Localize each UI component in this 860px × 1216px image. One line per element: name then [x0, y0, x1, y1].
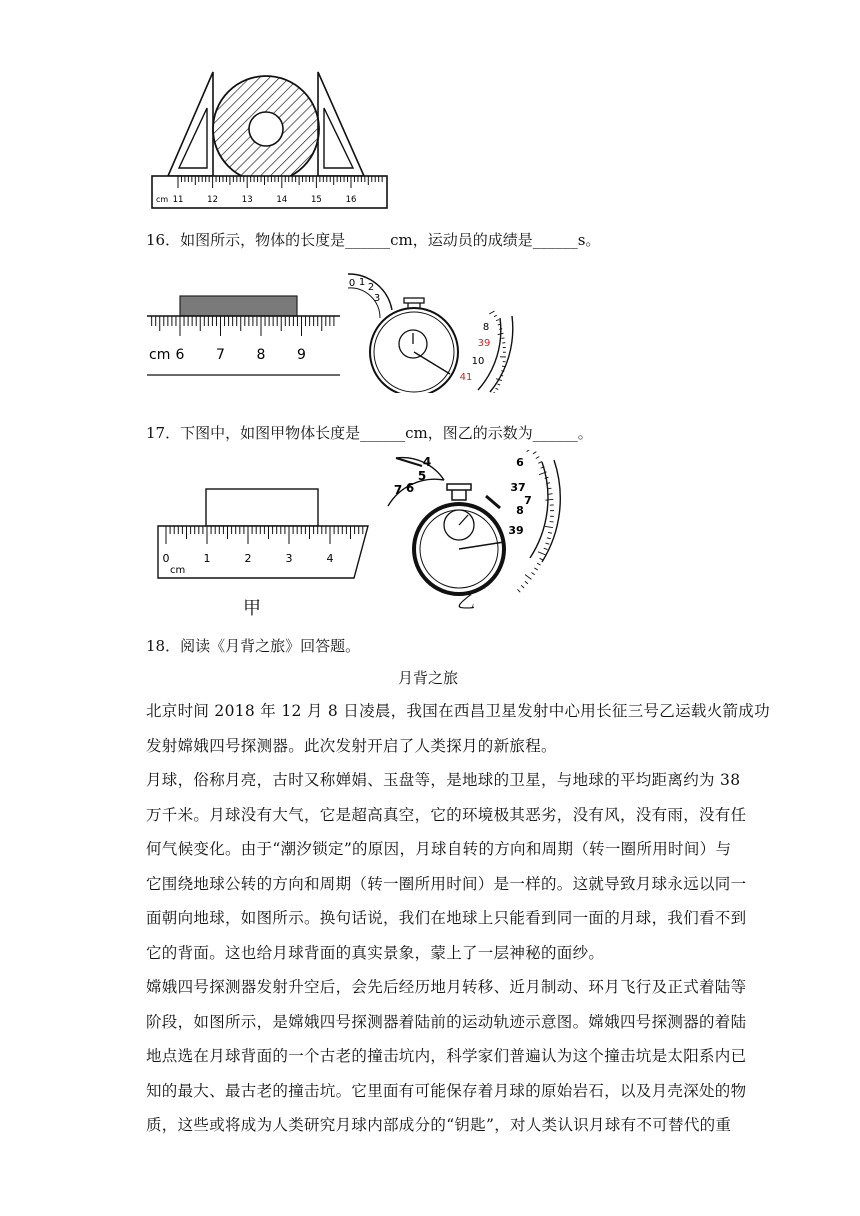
q16-ruler-figure: [145, 290, 345, 382]
ruler-tick: [499, 329, 502, 330]
ruler-tick: [545, 477, 549, 478]
article-line: 月球，俗称月亮，古时又称婵娟、玉盘等，是地球的卫星，与地球的平均距离约为 38: [146, 771, 741, 789]
question-17: [146, 423, 593, 443]
q17-small-dial-number: 7: [393, 483, 403, 497]
ruler-tick: [496, 388, 499, 389]
ruler-tick: [548, 532, 552, 533]
q17-small-dial-number: 4: [422, 455, 432, 469]
ruler-tick: [496, 320, 499, 321]
q16-small-dial-number: 0: [348, 278, 356, 289]
article-line: 质，这些或将成为人类研究月球内部成分的“钥匙”，对人类认识月球有不可替代的重: [146, 1116, 732, 1134]
question-17-number: 17．: [146, 424, 181, 442]
ruler-tick: [547, 538, 551, 539]
q17-stopwatch-figure: [382, 450, 562, 600]
q16-large-dial-number: 39: [477, 338, 491, 349]
q16-large-dial-number: 41: [459, 372, 473, 383]
q17-large-dial-number: 39: [508, 524, 524, 537]
ruler-tick: [525, 575, 531, 580]
article-line: 阶段，如图所示，是嫦娥四号探测器着陆前的运动轨迹示意图。嫦娥四号探测器的着陆: [146, 1012, 747, 1031]
top-ruler-tick-label: 16: [345, 195, 357, 205]
article-title: 月背之旅: [398, 669, 459, 687]
article-line: 面朝向地球，如图所示。换句话说，我们在地球上只能看到同一面的月球，我们看不到: [146, 909, 747, 927]
q16-ruler-tick-label: 6: [175, 347, 185, 363]
ruler-tick: [527, 450, 534, 452]
article-line: 它围绕地球公转的方向和周期（转一圈所用时间）是一样的。这就导致月球永远以同一: [146, 874, 747, 893]
q17-caption-b: 乙: [457, 592, 475, 613]
q17-ruler-figure: [154, 486, 376, 582]
q16-large-dial-number: 10: [471, 356, 485, 367]
ruler-tick: [502, 338, 505, 339]
q16-small-dial-number: 1: [358, 277, 366, 288]
article-line: 何气候变化。由于“潮汐锁定”的原因，月球自转的方向和周期（转一圈所用时间）与: [146, 840, 732, 858]
article-body: [146, 694, 770, 1143]
question-17-text: 下图中，如图甲物体长度是______cm，图乙的示数为______。: [180, 424, 593, 442]
q17-object-block: [206, 489, 318, 526]
ruler-tick: [538, 552, 545, 555]
q17-ruler-tick-label: 1: [203, 552, 211, 565]
question-16: [146, 230, 600, 250]
q17-ruler-tick-label: 2: [244, 552, 252, 565]
ruler-tick: [537, 563, 541, 565]
ring-ruler-figure: [150, 68, 400, 213]
ruler-tick: [534, 568, 537, 570]
q16-ruler-tick-label: 9: [297, 347, 306, 363]
ruler-tick: [544, 548, 548, 549]
question-16-number: 16．: [146, 231, 181, 249]
ruler-tick: [494, 392, 497, 393]
article-line: 北京时间 2018 年 12 月 8 日凌晨，我国在西昌卫星发射中心用长征三号乙运载火箭成功: [146, 702, 770, 720]
q17-ruler-tick-label: 0: [162, 552, 170, 565]
top-ruler-unit: cm: [156, 195, 169, 204]
q17-large-dial-number: 8: [516, 504, 524, 517]
top-ruler-tick-label: 15: [310, 195, 322, 205]
q16-small-dial-number: 3: [373, 293, 381, 304]
q17-small-dial-number: 6: [405, 481, 415, 495]
q16-ruler-tick-label: 8: [256, 347, 266, 363]
q17-ruler-tick-label: 3: [285, 552, 293, 565]
ruler-tick: [533, 452, 536, 454]
article-line: 万千米。月球没有大气，它是超高真空，它的环境极其恶劣，没有风，没有雨，没有任: [146, 805, 747, 824]
q17-ruler: [158, 526, 368, 578]
question-16-text: 如图所示，物体的长度是______cm，运动员的成绩是______s。: [180, 231, 601, 249]
left-set-square: [168, 72, 213, 176]
ruler-tick: [549, 494, 553, 495]
q17-caption-a: 甲: [243, 598, 261, 619]
ruler-tick: [517, 589, 520, 592]
ruler-tick: [545, 526, 553, 527]
q17-ruler-unit: cm: [170, 565, 186, 576]
ruler-tick: [489, 311, 494, 314]
article-line: 它的背面。这也给月球背面的真实景象，蒙上了一层神秘的面纱。: [146, 943, 605, 962]
q16-object-block: [180, 296, 297, 316]
ruler-tick: [545, 543, 549, 544]
ruler-tick: [521, 585, 524, 588]
question-18: [146, 636, 360, 656]
ruler-tick: [545, 499, 553, 500]
top-ruler-tick-label: 11: [172, 195, 184, 205]
ruler-tick: [497, 384, 500, 385]
question-18-text: 阅读《月背之旅》回答题。: [180, 637, 361, 655]
question-18-number: 18．: [146, 637, 181, 655]
q16-stopwatch-figure: [340, 268, 520, 393]
article-line: 地点选在月球背面的一个古老的撞击坑内，科学家们普遍认为这个撞击坑是太阳系内已: [146, 1047, 747, 1065]
q16-ruler-unit: cm: [149, 347, 171, 363]
article-line: 发射嫦娥四号探测器。此次发射开启了人类探月的新旅程。: [146, 736, 557, 755]
ruler-tick: [525, 581, 528, 584]
q16-ruler-tick-label: 7: [216, 347, 225, 363]
q17-small-dial-number: 5: [417, 469, 427, 483]
top-ruler-tick-label: 14: [276, 195, 288, 205]
ruler-tick: [531, 573, 534, 575]
q17-ruler-tick-label: 4: [326, 552, 334, 565]
q16-large-dial-number: 8: [482, 322, 490, 333]
q17-large-dial-number: 7: [524, 494, 532, 507]
top-ruler-tick-label: 12: [207, 195, 219, 205]
ruler-tick: [501, 371, 504, 372]
ruler-tick: [536, 457, 539, 459]
right-set-square: [318, 72, 364, 176]
ruler-tick: [540, 558, 544, 560]
top-ruler-tick-label: 13: [241, 195, 253, 205]
q16-small-dial-number: 2: [367, 282, 375, 293]
ruler-tick: [494, 315, 497, 316]
q17-large-dial-number: 37: [510, 481, 526, 494]
article-line: 知的最大、最古老的撞击坑。它里面有可能保存着月球的原始岩石，以及月壳深处的物: [146, 1081, 747, 1100]
article-line: 嫦娥四号探测器发射升空后，会先后经历地月转移、近月制动、环月飞行及正式着陆等: [146, 978, 747, 996]
q17-large-dial-number: 6: [516, 456, 524, 469]
